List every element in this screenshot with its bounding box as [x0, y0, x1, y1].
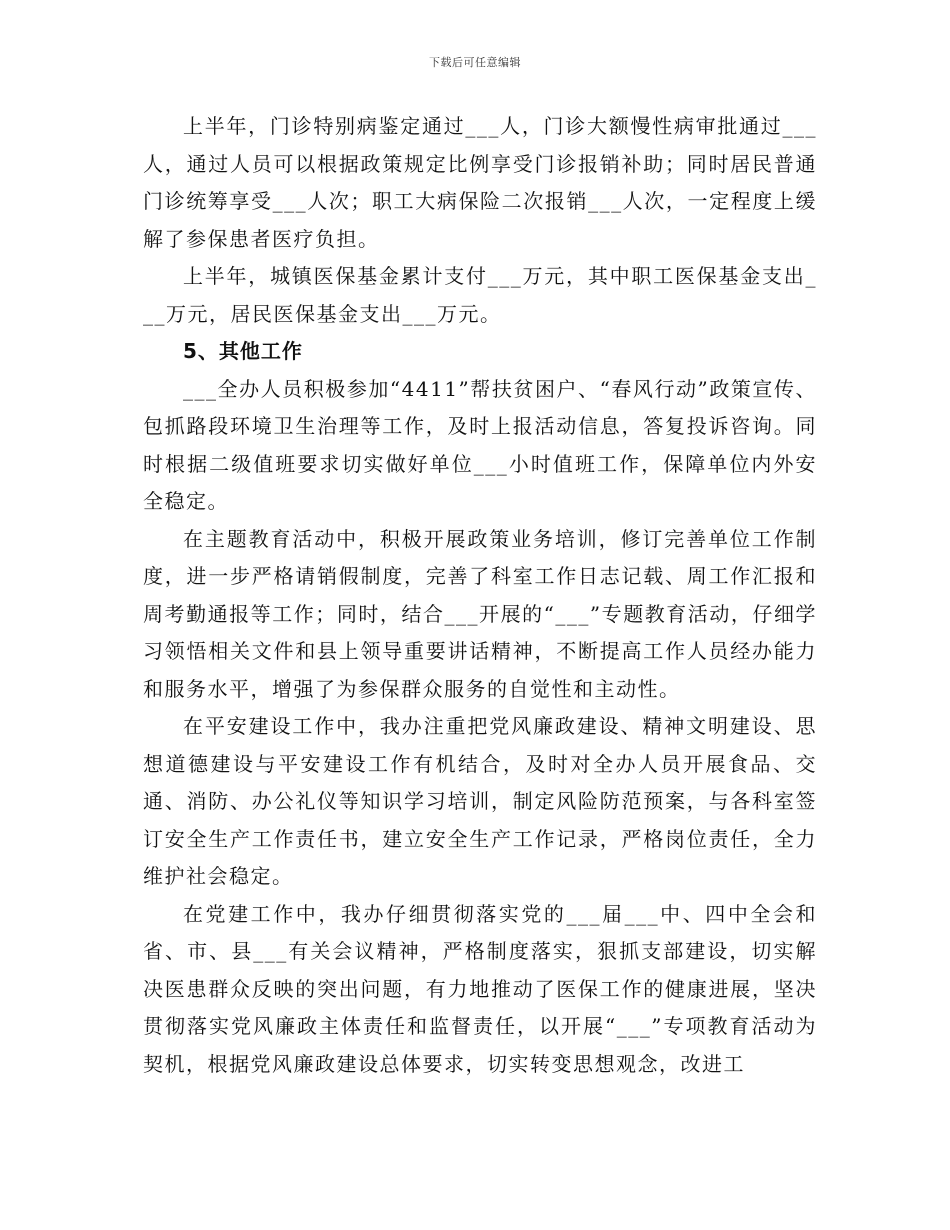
paragraph-safety-construction: 在平安建设工作中，我办注重把党风廉政建设、精神文明建设、思想道德建设与平安建设工作有机结合，及时对全办人员开展食品、交通、消防、办公礼仪等知识学习培训，制定风险防范预案，与各科室签订安全生产工作责任书，建立安全生产工作记录，严格岗位责任，全力维护社会稳定。	[143, 714, 817, 888]
paragraph-poverty-assistance: ___全办人员积极参加“4411”帮扶贫困户、“春风行动”政策宣传、包抓路段环境卫生治理等工作，及时上报活动信息，答复投诉咨询。同时根据二级值班要求切实做好单位___小时值班工作，保障单位内外安全稳定。	[143, 376, 817, 513]
paragraph-outpatient-approvals: 上半年，门诊特别病鉴定通过___人，门诊大额慢性病审批通过___人，通过人员可以根据政策规定比例享受门诊报销补助；同时居民普通门诊统筹享受___人次；职工大病保险二次报销___人次，一定程度上缓解了参保患者医疗负担。	[143, 114, 817, 251]
paragraph-party-building: 在党建工作中，我办仔细贯彻落实党的___届___中、四中全会和省、市、县___有关会议精神，严格制度落实，狠抓支部建设，切实解决医患群众反映的突出问题，有力地推动了医保工作的健康进展，坚决贯彻落实党风廉政主体责任和监督责任，以开展“___”专项教育活动为契机，根据党风廉政建设总体要求，切实转变思想观念，改进工	[143, 901, 817, 1076]
page-header: 下载后可任意编辑	[429, 56, 521, 69]
document-body	[143, 108, 817, 1083]
section-heading: 5、其他工作	[183, 339, 303, 363]
paragraph-theme-education: 在主题教育活动中，积极开展政策业务培训，修订完善单位工作制度，进一步严格请销假制度，完善了科室工作日志记载、周工作汇报和周考勤通报等工作；同时，结合___开展的“___”专题教育活动，仔细学习领悟相关文件和县上领导重要讲话精神，不断提高工作人员经办能力和服务水平，增强了为参保群众服务的自觉性和主动性。	[143, 526, 817, 701]
paragraph-fund-expenditure: 上半年，城镇医保基金累计支付___万元，其中职工医保基金支出___万元，居民医保基金支出___万元。	[143, 264, 817, 326]
